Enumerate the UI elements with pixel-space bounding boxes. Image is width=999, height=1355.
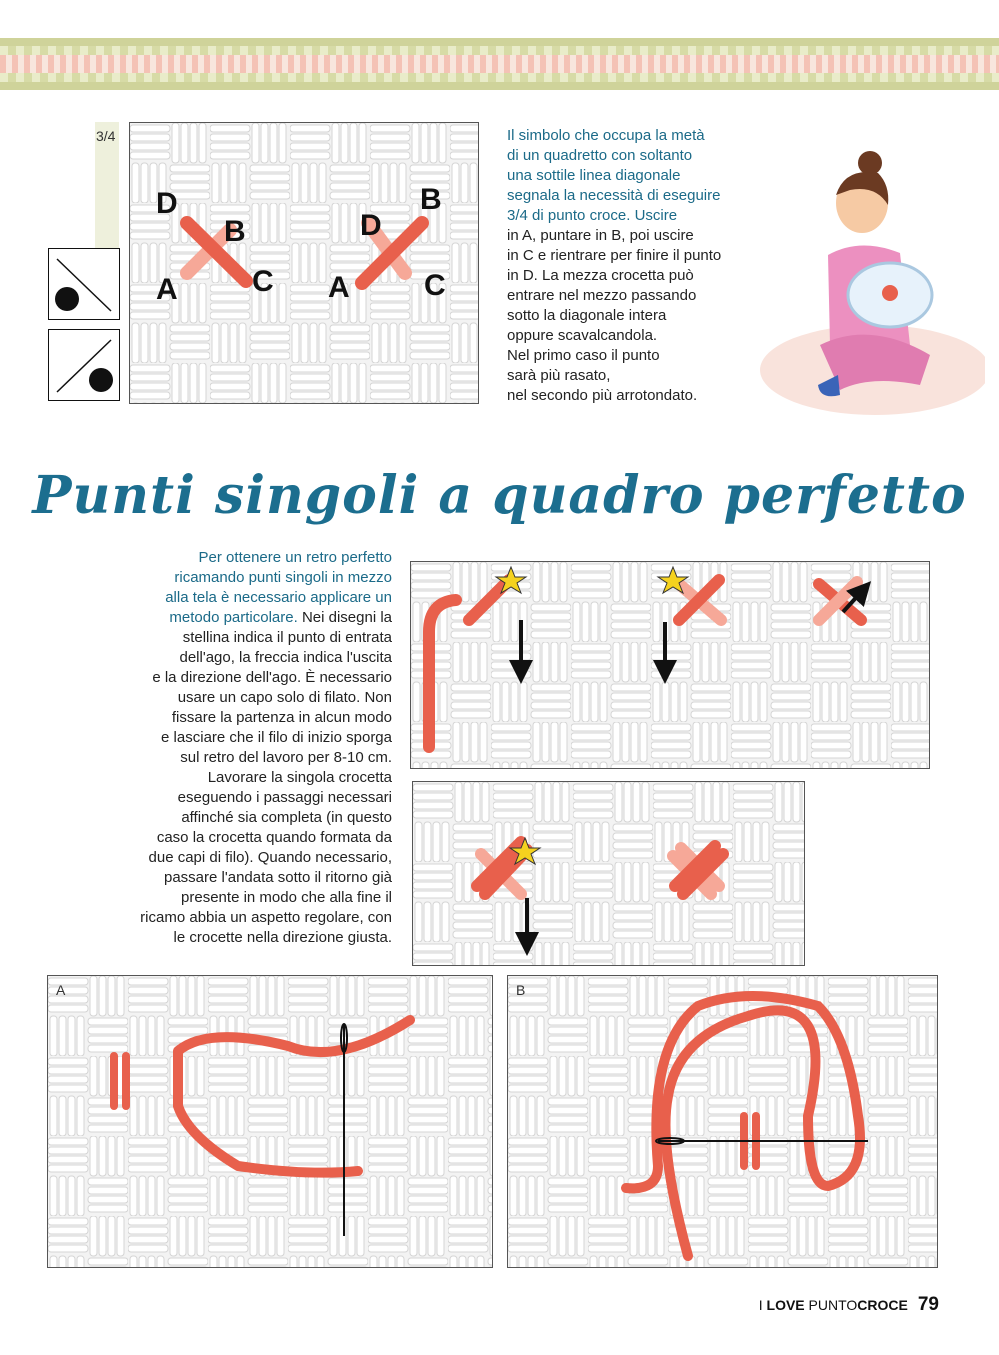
panel-a <box>47 975 493 1268</box>
text-line: affinché sia completa (in questo <box>181 809 392 826</box>
text-line: oppure scavalcandola. <box>507 327 658 344</box>
fraction-label: 3/4 <box>96 128 116 144</box>
embroidering-woman-illustration <box>750 145 985 425</box>
text-line: in A, puntare in B, poi uscire <box>507 227 694 244</box>
letter-d-1: D <box>156 187 178 220</box>
three-quarter-text <box>507 126 767 406</box>
text-line-mixed <box>100 608 392 628</box>
text-line: Per ottenere un retro perfetto <box>198 549 392 566</box>
steps-diagram-bottom <box>412 781 805 966</box>
symbol-diagonal-icon <box>49 330 119 400</box>
letter-b-1: B <box>224 215 246 248</box>
footer <box>759 1294 939 1316</box>
text-line: ricamo abbia un aspetto regolare, con <box>140 909 392 926</box>
three-quarter-diagram <box>129 122 479 404</box>
text-line: ricamando punti singoli in mezzo <box>174 569 392 586</box>
header-border <box>0 38 999 90</box>
text-line: di un quadretto con soltanto <box>507 147 693 164</box>
text-line: nel secondo più arrotondato. <box>507 387 698 404</box>
text-fragment: metodo particolare. <box>169 609 298 626</box>
text-line: due capi di filo). Quando necessario, <box>148 849 392 866</box>
brand-punto: PUNTO <box>804 1297 858 1313</box>
text-line: fissare la partenza in alcun modo <box>171 709 392 726</box>
page-number: 79 <box>917 1294 939 1315</box>
text-line: stellina indica il punto di entrata <box>182 629 392 646</box>
letter-d-2: D <box>360 209 382 242</box>
letter-b-2: B <box>420 183 442 216</box>
text-line: sarà più rasato, <box>507 367 611 384</box>
letter-c-2: C <box>424 269 446 302</box>
symbol-half-left <box>48 248 120 320</box>
text-fragment: Nei disegni la <box>297 609 392 626</box>
text-line: eseguendo i passaggi necessari <box>177 789 392 806</box>
border-flowers <box>0 55 999 73</box>
letter-c-1: C <box>252 265 274 298</box>
text-line: 3/4 di punto croce. Uscire <box>507 207 678 224</box>
letter-a-2: A <box>328 271 350 304</box>
text-line: Il simbolo che occupa la metà <box>507 127 705 144</box>
text-line: e lasciare che il filo di inizio sporga <box>161 729 392 746</box>
text-line: sotto la diagonale intera <box>507 307 667 324</box>
text-line: sul retro del lavoro per 8-10 cm. <box>180 749 392 766</box>
brand-love: LOVE <box>766 1297 805 1313</box>
steps-diagram-top <box>410 561 930 769</box>
letter-a-1: A <box>156 273 178 306</box>
single-stitch-text <box>100 548 392 948</box>
page-title: Punti singoli a quadro perfetto <box>32 465 967 526</box>
brand-prefix: I <box>758 1297 767 1313</box>
symbol-diagonal-icon <box>49 249 119 319</box>
text-line: caso la crocetta quando formata da <box>156 829 392 846</box>
text-line: in D. La mezza crocetta può <box>507 267 694 284</box>
text-line: in C e rientrare per finire il punto <box>507 247 722 264</box>
brand-croce: CROCE <box>857 1297 908 1313</box>
text-line: segnala la necessità di eseguire <box>507 187 721 204</box>
text-line: presente in modo che alla fine il <box>181 889 392 906</box>
text-line: passare l'andata sotto il ritorno già <box>164 869 392 886</box>
text-line: le crocette nella direzione giusta. <box>173 929 392 946</box>
text-line: Lavorare la singola crocetta <box>207 769 392 786</box>
symbol-half-right <box>48 329 120 401</box>
text-line: alla tela è necessario applicare un <box>165 589 392 606</box>
text-line: entrare nel mezzo passando <box>507 287 697 304</box>
text-line: una sottile linea diagonale <box>507 167 681 184</box>
panel-b <box>507 975 938 1268</box>
text-line: e la direzione dell'ago. È necessario <box>152 669 392 686</box>
panel-b-label: B <box>516 982 526 998</box>
panel-a-label: A <box>56 982 66 998</box>
text-line: usare un capo solo di filato. Non <box>177 689 392 706</box>
text-line: Nel primo caso il punto <box>507 347 660 364</box>
text-line: dell'ago, la freccia indica l'uscita <box>179 649 392 666</box>
